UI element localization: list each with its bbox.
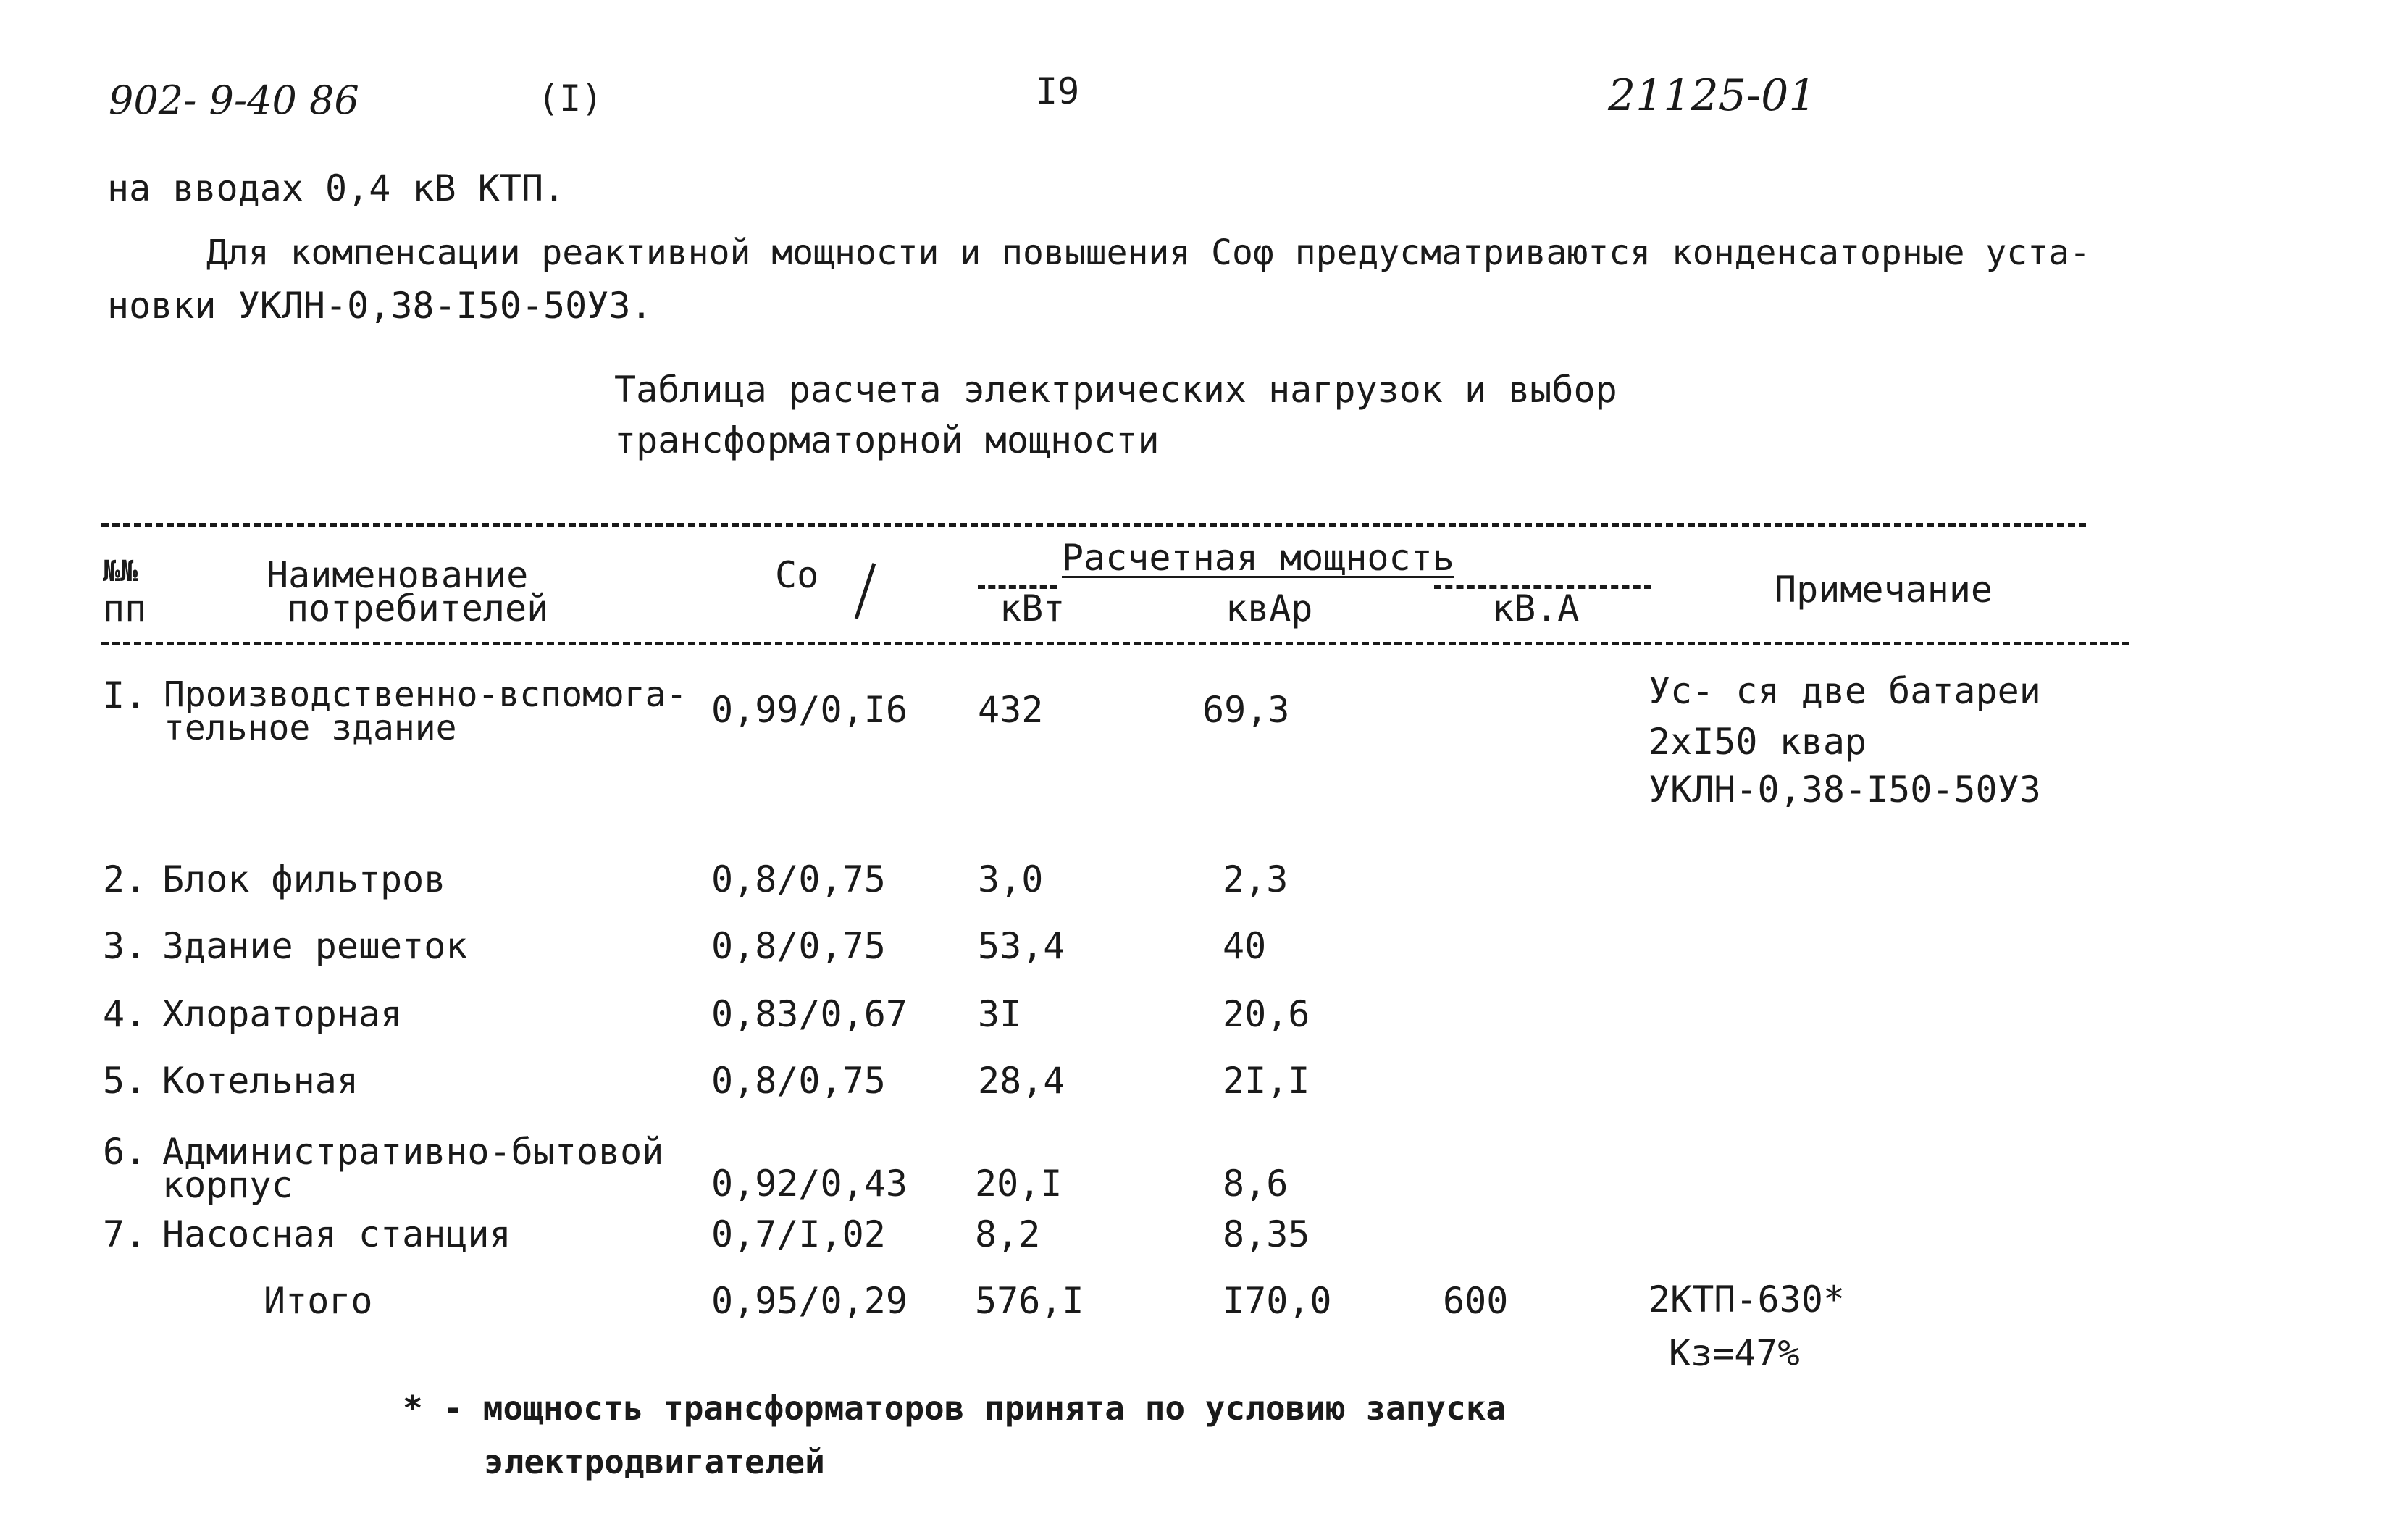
page-number: I9 <box>1036 70 1080 112</box>
row-1-cos: 0,99/0,I6 <box>711 689 908 731</box>
total-kvar: I70,0 <box>1223 1280 1332 1322</box>
intro-line-3: новки УКЛН-0,38-I50-50У3. <box>107 285 653 327</box>
header-bottom-rule <box>101 642 2129 645</box>
header-cos: Co <box>775 554 819 596</box>
row-3-num: 3. <box>103 925 147 967</box>
row-7-name: Насосная станция <box>162 1213 511 1255</box>
header-kvar: квАр <box>1226 587 1313 629</box>
header-note: Примечание <box>1775 569 1993 611</box>
row-4-kw: 3I <box>978 993 1022 1035</box>
row-2-kvar: 2,3 <box>1223 858 1289 900</box>
header-num-line-2: пп <box>103 587 147 629</box>
row-6-cos: 0,92/0,43 <box>711 1163 908 1205</box>
sheet-number: 21125-01 <box>1608 70 1817 121</box>
table-top-rule <box>101 523 2086 527</box>
row-6-kvar: 8,6 <box>1223 1163 1289 1205</box>
row-1-kvar: 69,3 <box>1202 689 1290 731</box>
header-name-line-1: Наименование <box>267 554 529 596</box>
row-7-cos: 0,7/I,02 <box>711 1213 886 1255</box>
row-4-kvar: 20,6 <box>1223 993 1310 1035</box>
row-1-name-line-2: тельное здание <box>164 708 457 748</box>
intro-line-1: на вводах 0,4 кВ КТП. <box>107 167 566 209</box>
row-3-kvar: 40 <box>1223 925 1267 967</box>
header-kw: кВт <box>1000 587 1065 629</box>
row-2-name: Блок фильтров <box>162 858 446 900</box>
row-1-note-line-3: УКЛН-0,38-I50-50У3 <box>1649 769 2041 811</box>
total-note-line-2: Кз=47% <box>1669 1332 1800 1374</box>
row-7-kvar: 8,35 <box>1223 1213 1310 1255</box>
row-4-cos: 0,83/0,67 <box>711 993 908 1035</box>
header-name-line-2: потребителей <box>287 587 549 629</box>
row-1-num: I. <box>103 674 147 716</box>
row-2-num: 2. <box>103 858 147 900</box>
row-2-kw: 3,0 <box>978 858 1044 900</box>
header-kva: кВ.А <box>1492 587 1580 629</box>
row-3-name: Здание решеток <box>162 925 468 967</box>
footnote-line-1: * - мощность трансформаторов принята по условию запуска <box>403 1389 1507 1428</box>
row-6-name-line-1: Административно-бытовой <box>162 1131 664 1173</box>
intro-line-2: Для компенсации реактивной мощности и повышения Coφ предусматриваются конденсаторные уста- <box>206 233 2090 273</box>
part-number: (I) <box>537 78 603 120</box>
header-calc-power: Расчетная мощность <box>1062 537 1454 579</box>
row-3-kw: 53,4 <box>978 925 1065 967</box>
row-1-note-line-1: Ус- ся две батареи <box>1649 670 2041 712</box>
total-kva: 600 <box>1443 1280 1509 1322</box>
doc-code: 902- 9-40 86 <box>109 78 359 123</box>
row-5-kw: 28,4 <box>978 1060 1065 1102</box>
total-kw: 576,I <box>975 1280 1084 1322</box>
row-5-num: 5. <box>103 1060 147 1102</box>
row-5-name: Котельная <box>162 1060 359 1102</box>
table-title-line-2: трансформаторной мощности <box>614 419 1160 461</box>
row-1-note-line-2: 2хI50 квар <box>1649 721 1867 763</box>
header-num-line-1: №№ <box>103 555 138 588</box>
row-5-cos: 0,8/0,75 <box>711 1060 886 1102</box>
row-7-num: 7. <box>103 1213 147 1255</box>
row-2-cos: 0,8/0,75 <box>711 858 886 900</box>
row-6-kw: 20,I <box>975 1163 1063 1205</box>
footnote-line-2: электродвигателей <box>484 1442 825 1481</box>
row-7-kw: 8,2 <box>975 1213 1041 1255</box>
header-cos-slash <box>855 563 876 619</box>
row-4-num: 4. <box>103 993 147 1035</box>
table-title-line-1: Таблица расчета электрических нагрузок и выбор <box>614 369 1617 411</box>
row-5-kvar: 2I,I <box>1223 1060 1310 1102</box>
total-note-line-1: 2КТП-630* <box>1649 1279 1845 1321</box>
row-4-name: Хлораторная <box>162 993 403 1035</box>
row-1-kw: 432 <box>978 689 1044 731</box>
row-3-cos: 0,8/0,75 <box>711 925 886 967</box>
total-cos: 0,95/0,29 <box>711 1280 908 1322</box>
total-label: Итого <box>264 1280 373 1322</box>
row-6-num: 6. <box>103 1131 147 1173</box>
row-1-name-line-1: Производственно-вспомога- <box>164 674 687 715</box>
row-6-name-line-2: корпус <box>162 1164 293 1206</box>
